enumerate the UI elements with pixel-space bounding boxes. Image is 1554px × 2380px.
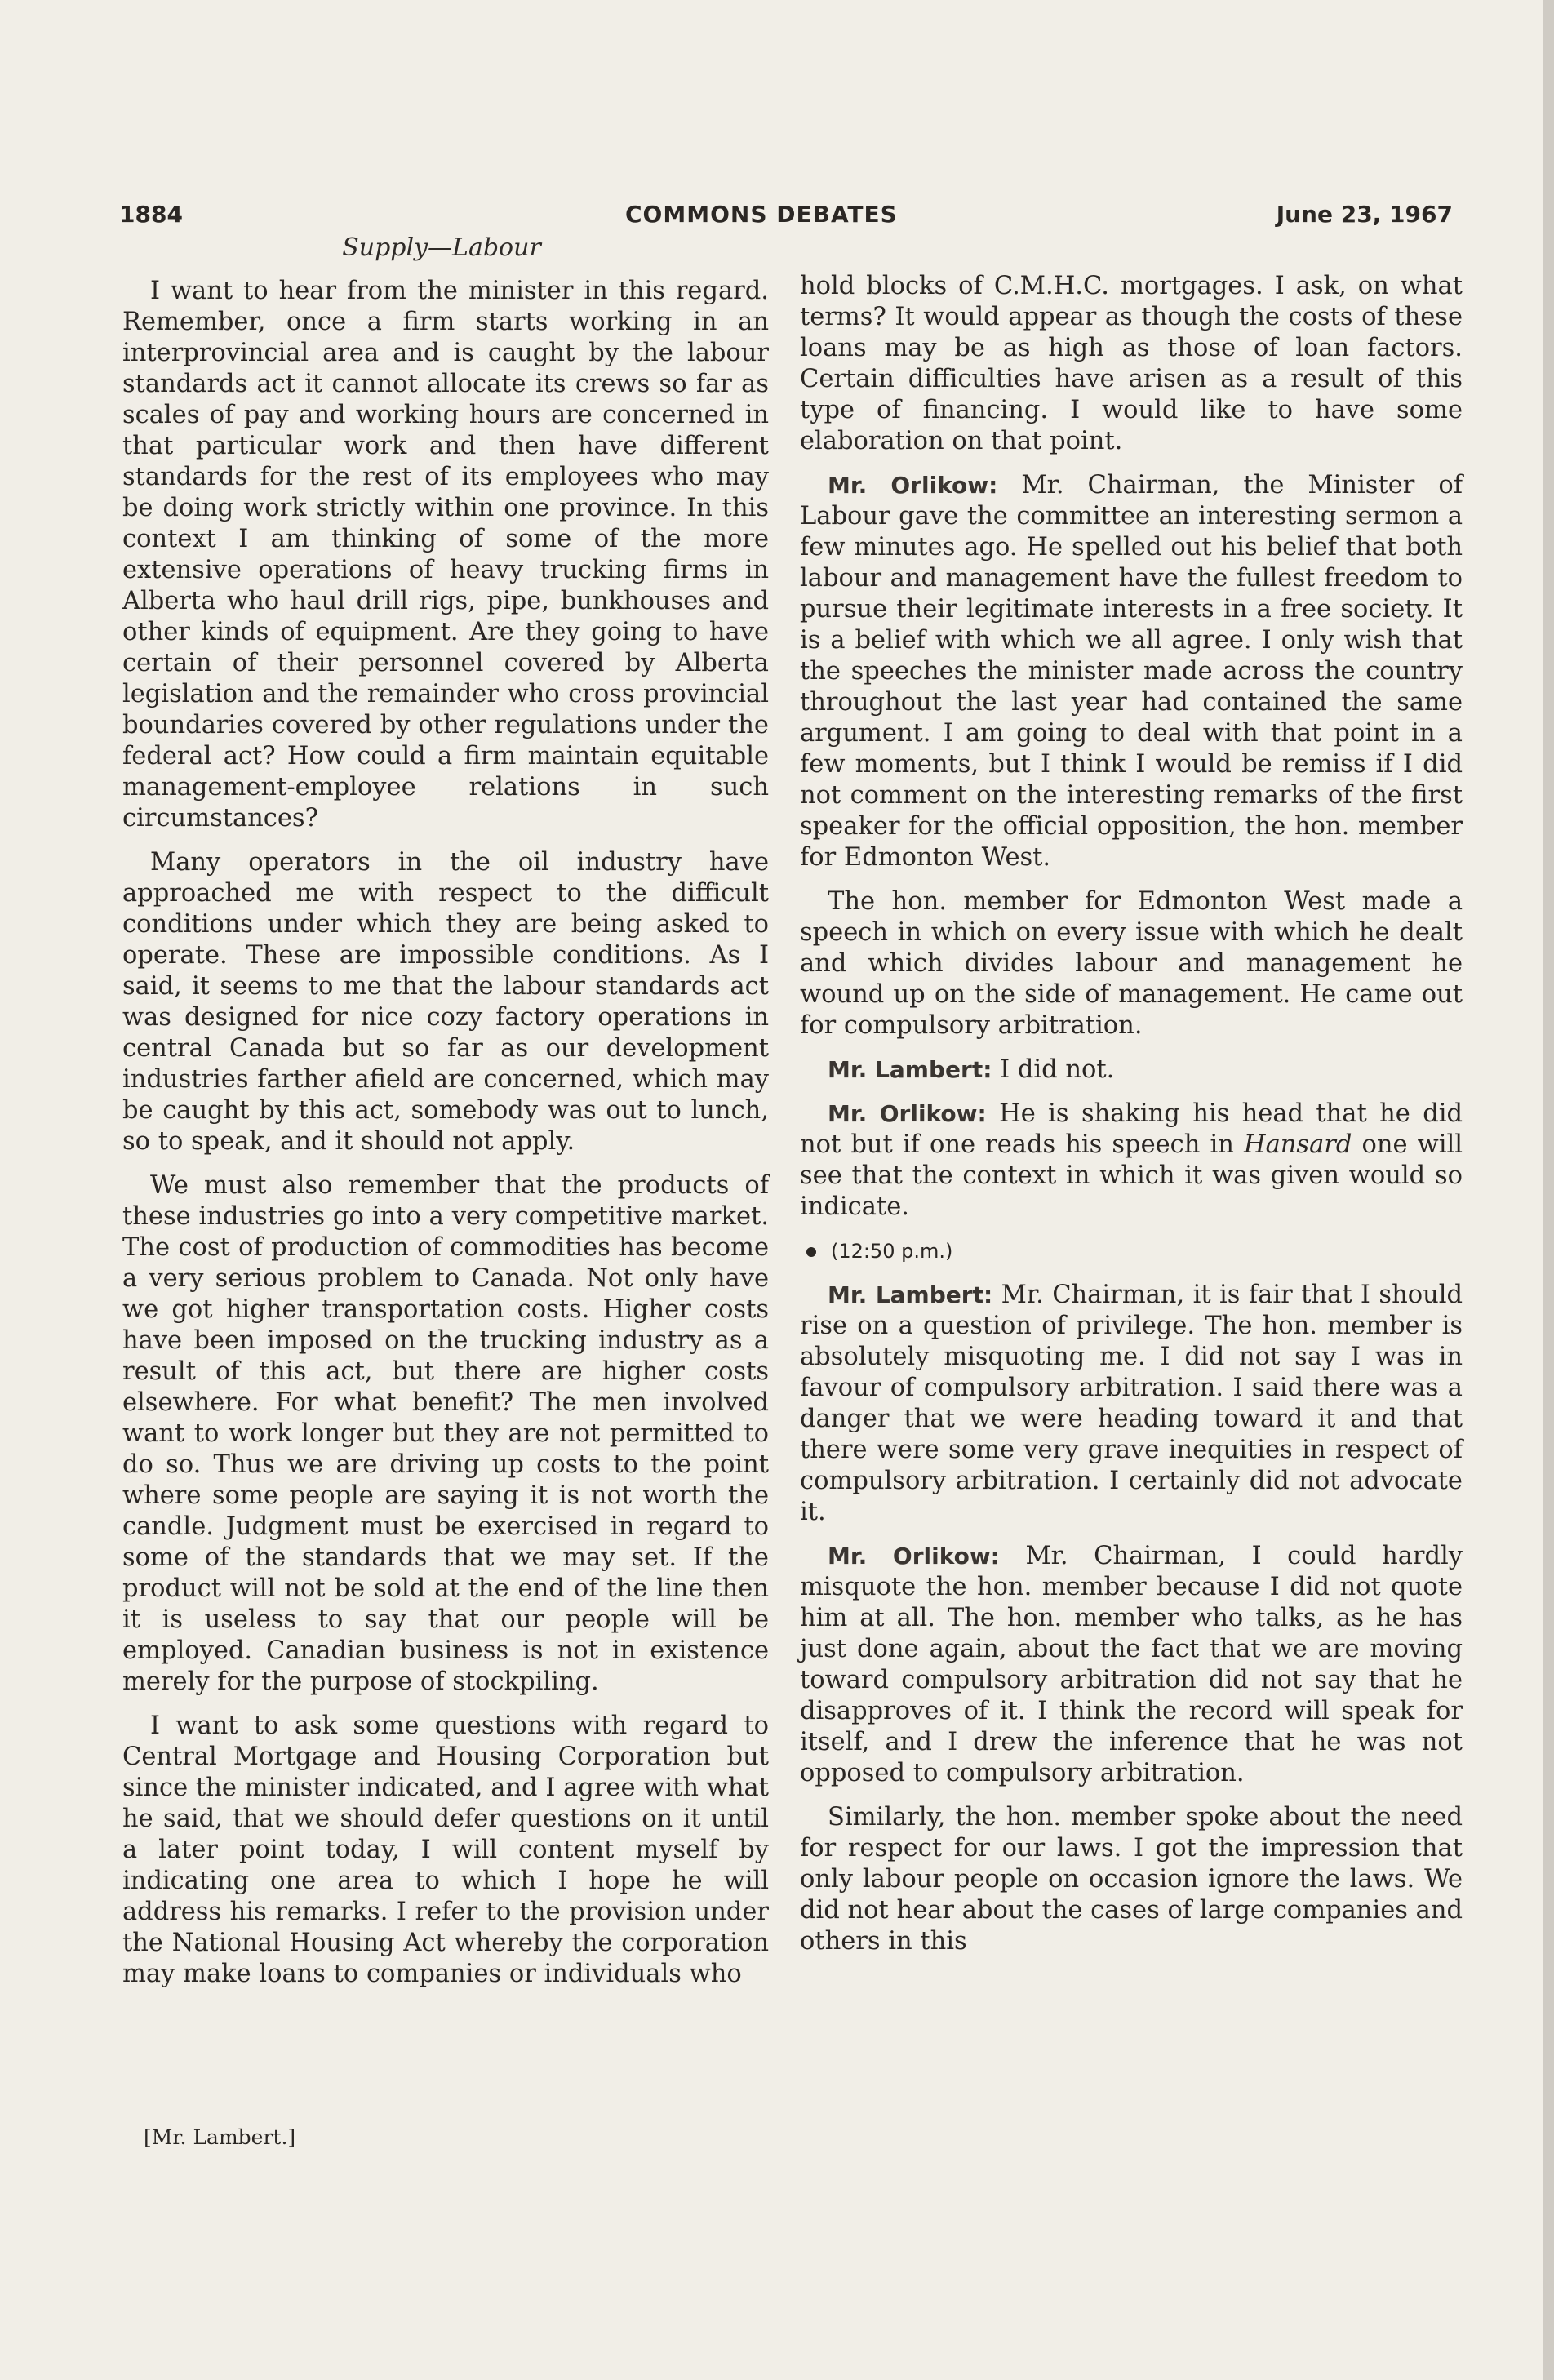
right-column xyxy=(800,271,1463,1970)
speaker-name: Mr. Orlikow: xyxy=(828,472,998,499)
paragraph: I want to hear from the minister in this regard. Remember, once a firm starts working in an interprovincial area and is caught by the labour standards act it cannot allocate its crews so far as scales of pay and working hours are concerned in that particular work and then have different standards for the rest of its employees who may be doing work strictly within one province. In this context I am thinking of some of the more extensive operations of heavy trucking firms in Alberta who haul drill rigs, pipe, bunkhouses and other kinds of equipment. Are they going to have certain of their personnel covered by Alberta legislation and the remainder who cross provincial boundaries covered by other regulations under the federal act? How could a firm maintain equitable management-employee relations in such circumstances? xyxy=(122,277,769,833)
speaker-footer: [Mr. Lambert.] xyxy=(144,2125,296,2149)
speech-text: I did not. xyxy=(1000,1055,1115,1084)
time-text: (12:50 p.m.) xyxy=(831,1240,953,1263)
page-edge xyxy=(1543,0,1554,2380)
paragraph: The hon. member for Edmonton West made a speech in which on every issue with which he dealt and which divides labour and management he wound up on the side of management. He came out for compulsory arbitration. xyxy=(800,887,1463,1040)
speaker-name: Mr. Lambert: xyxy=(828,1281,993,1308)
paragraph: Similarly, the hon. member spoke about the need for respect for our laws. I got the impression that only labour people on occasion ignore the laws. We did not hear about the cases of large companies and others in this xyxy=(800,1803,1463,1956)
italic-term: Hansard xyxy=(1244,1130,1352,1159)
paragraph: hold blocks of C.M.H.C. mortgages. I ask, on what terms? It would appear as though the costs of these loans may be as high as those of loan factors. Certain difficulties have arisen as a result of this type of financing. I would like to have some elaboration on that point. xyxy=(800,272,1463,455)
time-marker xyxy=(806,1236,1463,1267)
speech-text: one will see that the context in which it was given would so indicate. xyxy=(800,1130,1463,1221)
speech xyxy=(800,1280,1463,1528)
speech xyxy=(800,1541,1463,1789)
paragraph: I want to ask some questions with regard to Central Mortgage and Housing Corporation but since the minister indicated, and I agree with what he said, that we should defer questions on it until a later point today, I will content myself by indicating one area to which I hope he will address his remarks. I refer to the provision under the National Housing Act whereby the corporation may make loans to companies or individuals who xyxy=(122,1712,769,1988)
left-column xyxy=(122,276,769,2003)
speech-text: He is shaking his head that he did not but if one reads his speech in xyxy=(800,1099,1463,1159)
page-header xyxy=(119,201,1453,233)
speech xyxy=(800,1099,1463,1223)
speech xyxy=(800,1055,1463,1086)
speech-text: Mr. Chairman, I could hardly misquote the hon. member because I did not quote him at all. The hon. member who talks, as he has just done again, about the fact that we are moving toward compulsory arbitration did not say that he disapproves of it. I think the record will speak for itself, and I drew the inference that he was not opposed to compulsory arbitration. xyxy=(800,1542,1463,1787)
section-subhead: Supply—Labour xyxy=(342,233,541,262)
speaker-name: Mr. Orlikow: xyxy=(828,1100,987,1127)
speech xyxy=(800,470,1463,873)
paragraph: We must also remember that the products of these industries go into a very competitive market. The cost of production of commodities has become a very serious problem to Canada. Not only have we got higher transportation costs. Higher costs have been imposed on the trucking industry as a result of this act, but there are higher costs elsewhere. For what benefit? The men involved want to work longer but they are not permitted to do so. Thus we are driving up costs to the point where some people are saying it is not worth the candle. Judgment must be exercised in regard to some of the standards that we may set. If the product will not be sold at the end of the line then it is useless to say that our people will be employed. Canadian business is not in existence merely for the purpose of stockpiling. xyxy=(122,1171,769,1696)
speaker-name: Mr. Orlikow: xyxy=(828,1543,1000,1570)
speech-text: Mr. Chairman, it is fair that I should rise on a question of privilege. The hon. member is absolutely misquoting me. I did not say I was in favour of compulsory arbitration. I said there was a danger that we were heading toward it and that there were some very grave inequities in respect of compulsory arbitration. I certainly did not advocate it. xyxy=(800,1281,1463,1526)
page-number: 1884 xyxy=(119,201,183,228)
publication-title: COMMONS DEBATES xyxy=(625,201,898,228)
speech-text: Mr. Chairman, the Minister of Labour gave the committee an interesting sermon a few minutes ago. He spelled out his belief that both labour and management have the fullest freedom to pursue their legitimate interests in a free society. It is a belief with which we all agree. I only wish that the speeches the minister made across the country throughout the last year had contained the same argument. I am going to deal with that point in a few moments, but I think I would be remiss if I did not comment on the interesting remarks of the first speaker for the official opposition, the hon. member for Edmonton West. xyxy=(800,471,1463,872)
bullet-icon xyxy=(806,1247,816,1257)
paragraph: Many operators in the oil industry have approached me with respect to the difficult conditions under which they are being asked to operate. These are impossible conditions. As I said, it seems to me that the labour standards act was designed for nice cozy factory operations in central Canada but so far as our development industries farther afield are concerned, which may be caught by this act, somebody was out to lunch, so to speak, and it should not apply. xyxy=(122,848,769,1156)
speaker-name: Mr. Lambert: xyxy=(828,1056,992,1083)
publication-date: June 23, 1967 xyxy=(1276,201,1453,228)
